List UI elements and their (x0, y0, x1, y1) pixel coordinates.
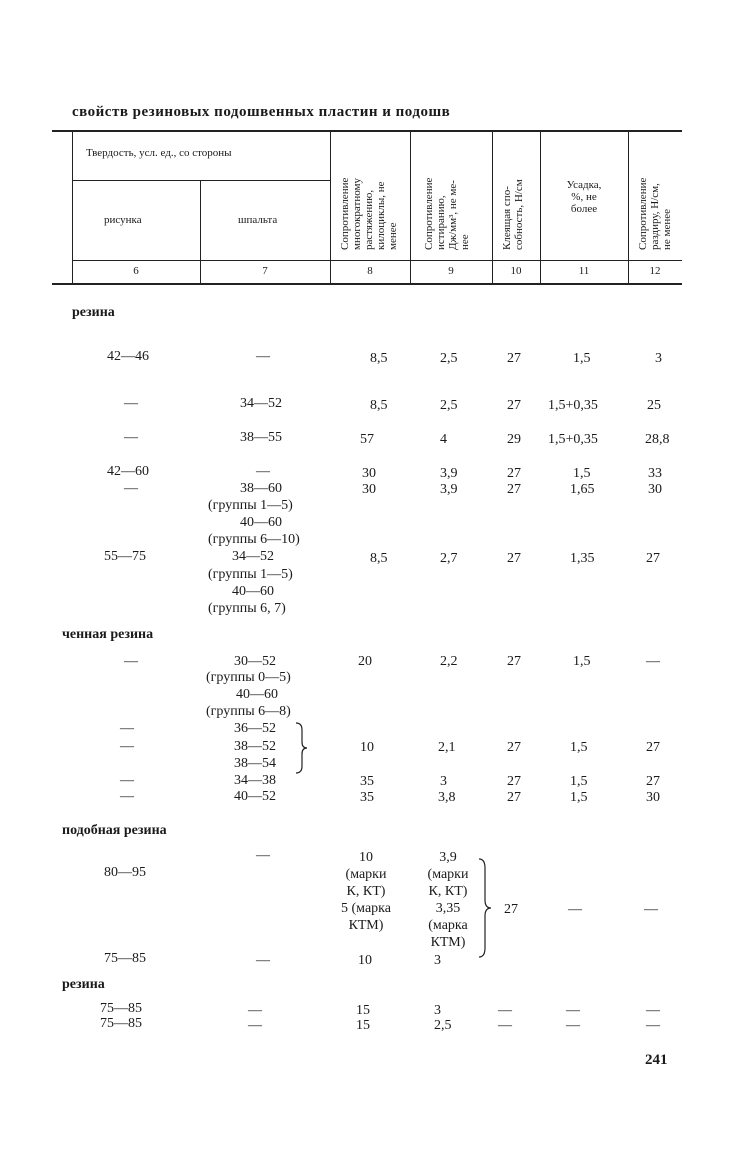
cell-stretch: 15 (356, 1018, 370, 1033)
cell-shrinkage: 1,5+0,35 (548, 432, 598, 447)
header-resist-stretch-4: килоциклы, не (375, 181, 387, 250)
cell-stretch: (марки (345, 867, 387, 882)
col-rule (492, 132, 493, 283)
cell-abrasion: 3 (434, 1003, 441, 1018)
cell-hardness-pattern: — (124, 396, 138, 411)
cell-abrasion: К, КТ) (428, 884, 468, 899)
col-number-10: 10 (510, 265, 522, 277)
cell-group-note: (группы 0—5) (206, 670, 291, 685)
cell-stretch: 57 (360, 432, 374, 447)
header-shrinkage-3: более (570, 203, 598, 215)
cell-tear: 28,8 (645, 432, 670, 447)
cell-abrasion: 2,2 (440, 654, 458, 669)
cell-hardness-nap: 38—54 (234, 756, 276, 771)
cell-abrasion: 2,7 (440, 551, 458, 566)
cell-stretch: 8,5 (370, 351, 388, 366)
page-number: 241 (645, 1052, 668, 1068)
cell-tear: 25 (647, 398, 661, 413)
cell-hardness-pattern: — (124, 654, 138, 669)
col-number-8: 8 (367, 265, 373, 277)
cell-stretch: 10 (360, 740, 374, 755)
cell-hardness-nap: 40—60 (232, 584, 274, 599)
header-shrinkage-1: Усадка, (566, 179, 602, 191)
cell-group-note: (группы 1—5) (208, 567, 293, 582)
cell-stretch: 8,5 (370, 551, 388, 566)
cell-abrasion: 3,9 (440, 466, 458, 481)
cell-tear: — (646, 1003, 660, 1018)
cell-hardness-nap: — (256, 953, 270, 968)
cell-tear: — (646, 1018, 660, 1033)
cell-tear: 27 (646, 740, 660, 755)
col-rule (330, 132, 331, 283)
col-number-12: 12 (649, 265, 661, 277)
section-heading: резина (72, 305, 115, 320)
cell-shrinkage: 1,5 (570, 790, 588, 805)
colnum-bottom-rule (52, 283, 682, 285)
cell-shrinkage: — (566, 1003, 580, 1018)
cell-hardness-pattern: 55—75 (104, 549, 146, 564)
cell-stretch: 5 (марка (341, 901, 391, 916)
cell-hardness-nap: — (248, 1003, 262, 1018)
table-title: свойств резиновых подошвенных пластин и подошв (72, 104, 451, 120)
cell-shrinkage: 1,5 (573, 351, 591, 366)
cell-hardness-nap: 40—60 (236, 687, 278, 702)
cell-hardness-nap: 36—52 (234, 721, 276, 736)
cell-abrasion: 2,5 (440, 398, 458, 413)
cell-shrinkage: 1,5+0,35 (548, 398, 598, 413)
cell-stretch: 30 (362, 482, 376, 497)
col-rule (72, 132, 73, 283)
cell-stretch: 15 (356, 1003, 370, 1018)
col-number-6: 6 (133, 265, 139, 277)
cell-shrinkage: 1,5 (573, 654, 591, 669)
cell-tear: 3 (655, 351, 662, 366)
cell-hardness-nap: 38—52 (234, 739, 276, 754)
cell-abrasion: 4 (440, 432, 447, 447)
cell-stretch: 10 (359, 850, 373, 865)
section-heading: резина (62, 977, 105, 992)
cell-abrasion: 2,5 (434, 1018, 452, 1033)
header-hardness: Твердость, усл. ед., со стороны (86, 147, 232, 159)
col-number-11: 11 (578, 265, 590, 277)
brace-icon (294, 722, 308, 774)
cell-stretch: КТМ) (348, 918, 384, 933)
cell-shrinkage: 1,5 (573, 466, 591, 481)
cell-group-note: (группы 6, 7) (208, 601, 286, 616)
cell-abrasion: (марки (427, 867, 469, 882)
cell-abrasion: 3 (434, 953, 441, 968)
cell-shrinkage: 1,65 (570, 482, 595, 497)
hardness-sub-rule (72, 180, 330, 181)
cell-hardness-nap: — (248, 1018, 262, 1033)
cell-hardness-pattern: — (124, 430, 138, 445)
header-resist-stretch-2: многократному (351, 178, 363, 250)
cell-abrasion: КТМ) (430, 935, 466, 950)
cell-abrasion: 3,35 (435, 901, 461, 916)
cell-adhesion: 27 (507, 551, 521, 566)
cell-adhesion: — (498, 1018, 512, 1033)
cell-stretch: 20 (358, 654, 372, 669)
cell-abrasion: 2,5 (440, 351, 458, 366)
cell-abrasion: (марка (428, 918, 468, 933)
header-tear-3: не менее (661, 208, 673, 250)
cell-hardness-pattern: 42—60 (107, 464, 149, 479)
header-nap: шпальта (238, 214, 278, 226)
cell-tear: 30 (646, 790, 660, 805)
cell-tear: 27 (646, 551, 660, 566)
cell-adhesion: — (498, 1003, 512, 1018)
cell-adhesion: 29 (507, 432, 521, 447)
section-heading: ченная резина (62, 627, 154, 642)
cell-group-note: (группы 1—5) (208, 498, 293, 513)
cell-adhesion: 27 (507, 790, 521, 805)
cell-hardness-pattern: 75—85 (100, 1016, 142, 1031)
cell-hardness-nap: 38—60 (240, 481, 282, 496)
cell-hardness-pattern: 42—46 (107, 349, 149, 364)
cell-adhesion: 27 (507, 774, 521, 789)
header-top-rule (52, 130, 682, 132)
cell-hardness-nap: 34—52 (232, 549, 274, 564)
header-adhesion-2: собность, Н/см (513, 179, 525, 250)
cell-stretch: К, КТ) (346, 884, 386, 899)
cell-hardness-nap: — (256, 848, 270, 863)
cell-abrasion: 2,1 (438, 740, 456, 755)
cell-group-note: (группы 6—10) (208, 532, 300, 547)
cell-abrasion: 3,9 (439, 850, 457, 865)
cell-hardness-pattern: 75—85 (104, 951, 146, 966)
cell-abrasion: 3,8 (438, 790, 456, 805)
cell-tear: 30 (648, 482, 662, 497)
cell-stretch: 8,5 (370, 398, 388, 413)
cell-adhesion: 27 (504, 902, 518, 917)
col-rule (410, 132, 411, 283)
header-resist-stretch-1: Сопротивление (339, 177, 351, 250)
cell-shrinkage: 1,5 (570, 774, 588, 789)
cell-hardness-pattern: — (120, 721, 134, 736)
cell-stretch: 10 (358, 953, 372, 968)
cell-group-note: (группы 6—8) (206, 704, 291, 719)
cell-hardness-pattern: — (124, 481, 138, 496)
col-number-7: 7 (262, 265, 268, 277)
cell-adhesion: 27 (507, 654, 521, 669)
cell-adhesion: 27 (507, 351, 521, 366)
cell-hardness-nap: 40—60 (240, 515, 282, 530)
cell-abrasion: 3 (440, 774, 447, 789)
cell-tear: — (644, 902, 658, 917)
cell-adhesion: 27 (507, 398, 521, 413)
cell-shrinkage: 1,35 (570, 551, 595, 566)
header-resist-abrasion-2: истиранию, (435, 195, 447, 250)
cell-adhesion: 27 (507, 482, 521, 497)
cell-hardness-nap: 34—52 (240, 396, 282, 411)
cell-hardness-nap: 34—38 (234, 773, 276, 788)
cell-shrinkage: 1,5 (570, 740, 588, 755)
cell-hardness-pattern: — (120, 739, 134, 754)
cell-tear: 27 (646, 774, 660, 789)
header-resist-abrasion-3: Дж/мм³, не ме- (447, 180, 459, 250)
brace-icon (477, 858, 493, 958)
header-tear-1: Сопротивление (637, 177, 649, 250)
cell-hardness-pattern: — (120, 789, 134, 804)
cell-hardness-nap: 40—52 (234, 789, 276, 804)
cell-stretch: 35 (360, 774, 374, 789)
cell-stretch: 35 (360, 790, 374, 805)
col-number-9: 9 (448, 265, 454, 277)
cell-tear: — (646, 654, 660, 669)
header-adhesion-1: Клеящая спо- (501, 186, 513, 250)
header-pattern: рисунка (104, 214, 142, 226)
cell-stretch: 30 (362, 466, 376, 481)
cell-adhesion: 27 (507, 740, 521, 755)
section-heading: подобная резина (62, 823, 167, 838)
cell-hardness-nap: — (256, 349, 270, 364)
cell-shrinkage: — (566, 1018, 580, 1033)
cell-adhesion: 27 (507, 466, 521, 481)
cell-shrinkage: — (568, 902, 582, 917)
cell-hardness-pattern: — (120, 773, 134, 788)
cell-tear: 33 (648, 466, 662, 481)
cell-abrasion: 3,9 (440, 482, 458, 497)
header-tear-2: раздиру, Н/см, (649, 183, 661, 250)
header-bottom-rule (72, 260, 682, 261)
cell-hardness-pattern: 75—85 (100, 1001, 142, 1016)
col-rule (628, 132, 629, 283)
header-resist-stretch-5: менее (387, 222, 399, 250)
cell-hardness-pattern: 80—95 (104, 865, 146, 880)
header-resist-abrasion-1: Сопротивление (423, 177, 435, 250)
cell-hardness-nap: — (256, 464, 270, 479)
header-resist-stretch-3: растяжению, (363, 189, 375, 250)
header-resist-abrasion-4: нее (459, 234, 471, 250)
cell-hardness-nap: 38—55 (240, 430, 282, 445)
cell-hardness-nap: 30—52 (234, 654, 276, 669)
header-shrinkage-2: %, не (571, 191, 597, 203)
